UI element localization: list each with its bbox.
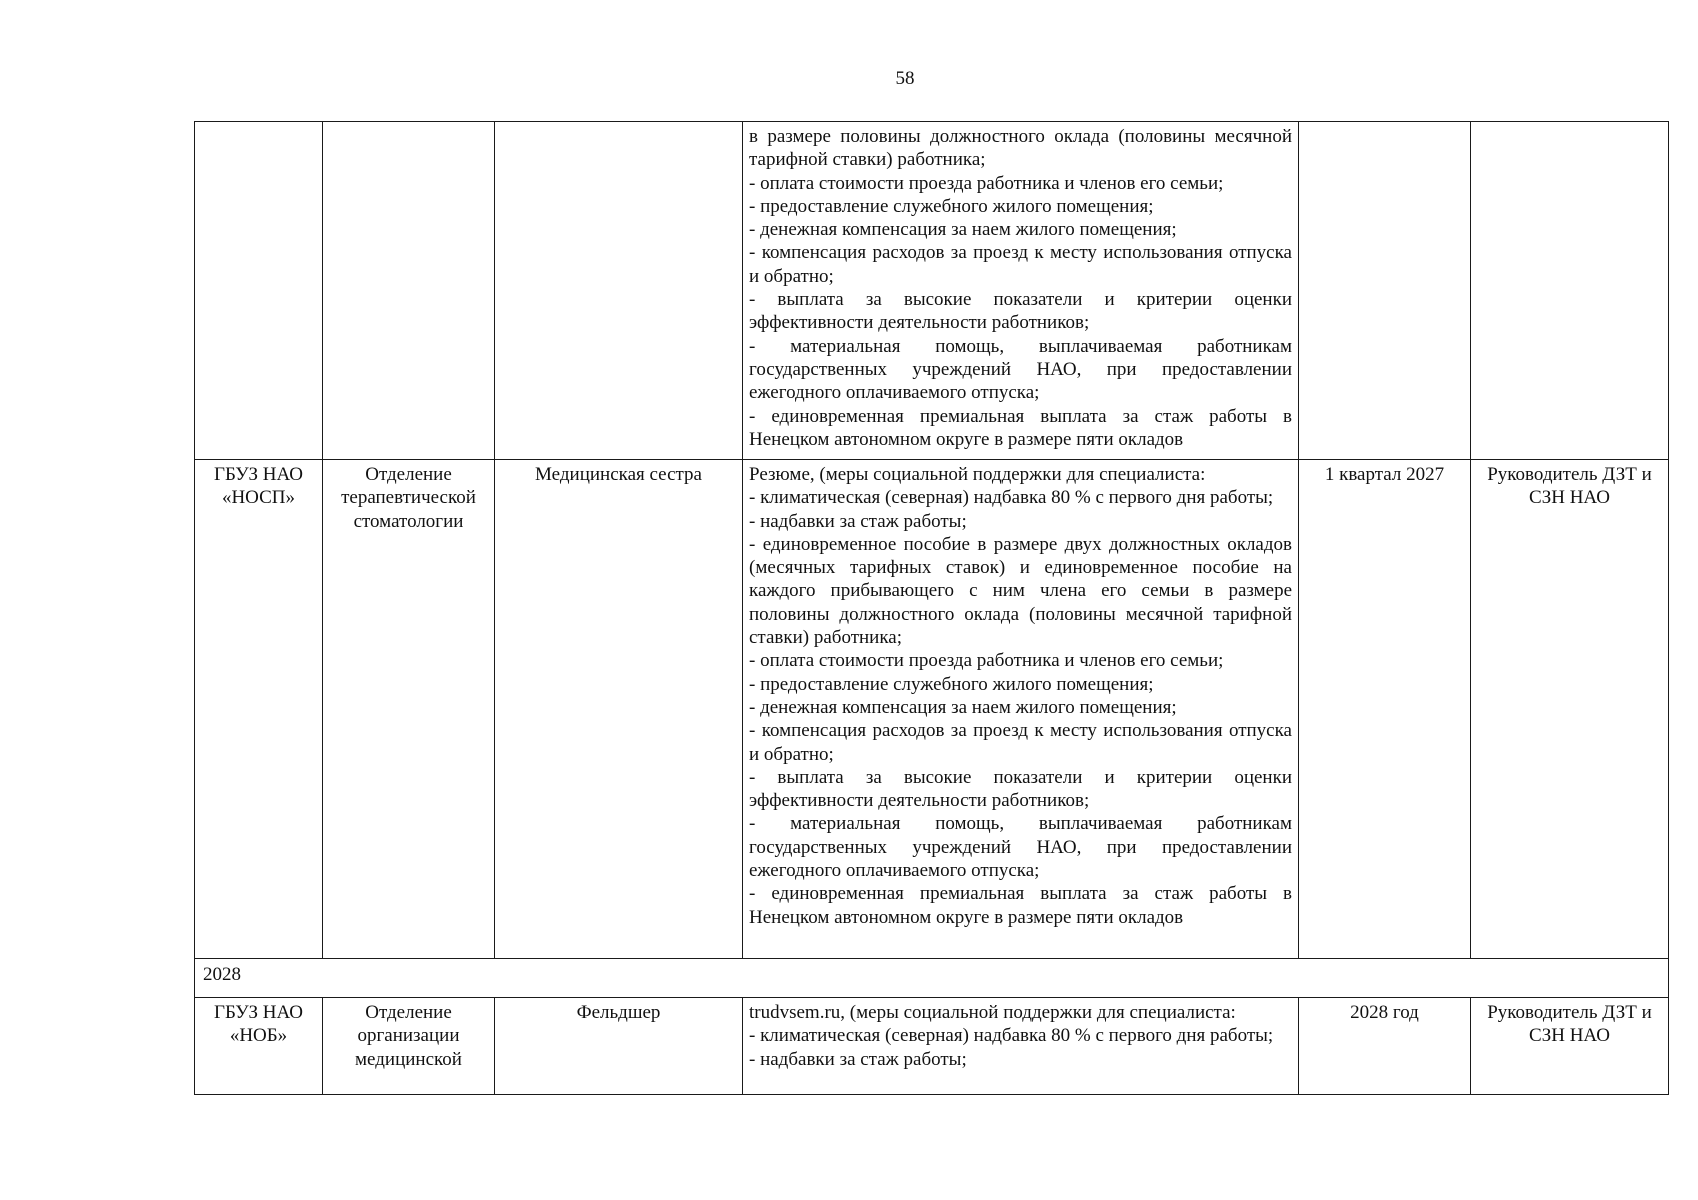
description-line: - оплата стоимости проезда работника и членов его семьи; <box>749 650 1224 672</box>
responsible-cell <box>1471 122 1669 460</box>
description-line: - компенсация расходов за проезд к месту использования отпуска и обратно; <box>749 242 1292 287</box>
description-line: - денежная компенсация за наем жилого помещения; <box>749 696 1177 718</box>
table-row-year <box>195 959 1669 998</box>
description-line: - единовременная премиальная выплата за стаж работы в Ненецком автономном округе в размере пяти окладов <box>749 883 1292 928</box>
description-line: - климатическая (северная) надбавка 80 % с первого дня работы; <box>749 487 1274 509</box>
description-line: - выплата за высокие показатели и критерии оценки эффективности деятельности работников; <box>749 289 1292 334</box>
description-line: - выплата за высокие показатели и критерии оценки эффективности деятельности работников; <box>749 766 1292 812</box>
description-cell <box>743 122 1299 460</box>
department-cell: Отделение организации медицинской <box>323 998 495 1095</box>
description-line: - единовременная премиальная выплата за стаж работы в Ненецком автономном округе в размере пяти окладов <box>749 405 1292 450</box>
responsible-cell: Руководитель ДЗТ и СЗН НАО <box>1471 998 1669 1095</box>
organization-cell: ГБУЗ НАО «НОБ» <box>195 998 323 1095</box>
deadline-cell <box>1299 122 1471 460</box>
measures-table <box>194 121 1669 1095</box>
description-line: - надбавки за стаж работы; <box>749 510 967 532</box>
department-cell <box>323 122 495 460</box>
description-line: в размере половины должностного оклада (половины месячной тарифной ставки) работника; <box>749 126 1292 171</box>
description-line: - материальная помощь, выплачиваемая работникам государственных учреждений НАО, при предоставлении ежегодного оплачиваемого отпуска; <box>749 813 1292 882</box>
department-cell: Отделение терапевтической стоматологии <box>323 460 495 959</box>
description-line: - предоставление служебного жилого помещения; <box>749 673 1154 695</box>
description-cell <box>743 460 1299 959</box>
table-row-continued <box>195 122 1669 460</box>
deadline-cell: 1 квартал 2027 <box>1299 460 1471 959</box>
description-line: - оплата стоимости проезда работника и членов его семьи; <box>749 172 1224 194</box>
position-cell: Медицинская сестра <box>495 460 743 959</box>
description-line: - денежная компенсация за наем жилого помещения; <box>749 219 1177 241</box>
description-line: - компенсация расходов за проезд к месту использования отпуска и обратно; <box>749 720 1292 765</box>
table-row-nosp <box>195 460 1669 959</box>
organization-cell <box>195 122 323 460</box>
description-cell <box>743 998 1299 1095</box>
page-number: 58 <box>895 68 915 89</box>
description-line: - надбавки за стаж работы; <box>749 1048 967 1070</box>
description-line: - предоставление служебного жилого помещения; <box>749 195 1154 217</box>
description-line: - материальная помощь, выплачиваемая работникам государственных учреждений НАО, при предоставлении ежегодного оплачиваемого отпуска; <box>749 335 1292 404</box>
table-row-nob <box>195 998 1669 1095</box>
description-line: - единовременное пособие в размере двух должностных окладов (месячных тарифных ставок) и единовременное пособие на каждого прибывающего с ним члена его семьи в размере половины должностного оклада (половины месячной тарифной ставки) работника; <box>749 533 1292 649</box>
organization-cell: ГБУЗ НАО «НОСП» <box>195 460 323 959</box>
description-line: - климатическая (северная) надбавка 80 % с первого дня работы; <box>749 1025 1274 1047</box>
position-cell <box>495 122 743 460</box>
description-line: trudvsem.ru, (меры социальной поддержки для специалиста: <box>749 1002 1236 1023</box>
description-line: Резюме, (меры социальной поддержки для специалиста: <box>749 464 1206 485</box>
year-section-header: 2028 <box>195 959 1669 998</box>
deadline-cell: 2028 год <box>1299 998 1471 1095</box>
position-cell: Фельдшер <box>495 998 743 1095</box>
responsible-cell: Руководитель ДЗТ и СЗН НАО <box>1471 460 1669 959</box>
